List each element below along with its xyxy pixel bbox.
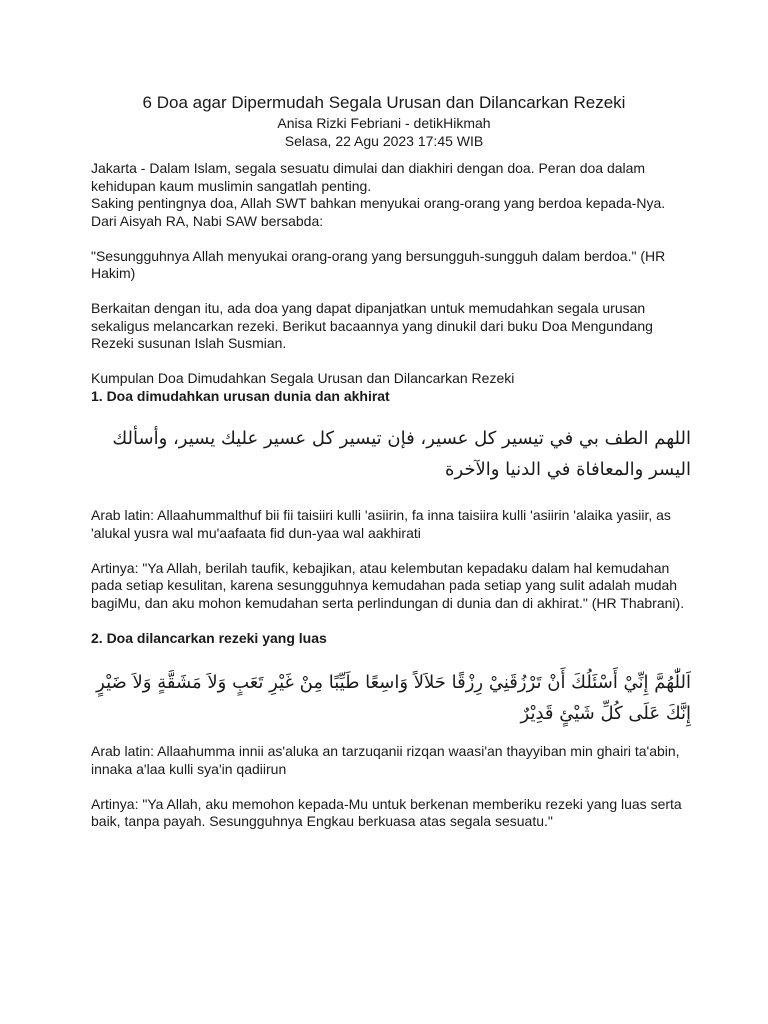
article-header [0, 92, 768, 150]
doa-1-heading: 1. Doa dimudahkan urusan dunia dan akhirat [91, 387, 390, 404]
doa-1-latin: Arab latin: Allaahummalthuf bii fii taisiiri kulli 'asiirin, fa inna taisiira kulli 'asiirin 'alaika yasiir, as 'alukal yusra wal mu'aafaata fid dun-yaa wal aakhirati [91, 507, 671, 541]
spacer [91, 230, 691, 248]
article-title: 6 Doa agar Dipermudah Segala Urusan dan Dilancarkan Rezeki [142, 93, 626, 112]
doa-2-heading: 2. Doa dilancarkan rezeki yang luas [91, 629, 327, 646]
spacer [91, 485, 691, 507]
doa-1-translation: Artinya: "Ya Allah, berilah taufik, kebajikan, atau kelembutan kepadaku dalam hal kemudahan pada setiap kesulitan, karena sesungguhnya kemudahan pada setiap yang sulit adalah mudah bagiMu, dan aku mohon kemudahan serta perlindungan di dunia dan di akhirat." (HR Thabrani). [91, 559, 685, 611]
doa-2-latin: Arab latin: Allaahumma innii as'aluka an tarzuqanii rizqan waasi'an thayyiban min ghairi ta'abin, innaka a'laa kulli sya'in qadiirun [91, 743, 680, 777]
spacer [91, 647, 691, 667]
spacer [91, 353, 691, 371]
article-author: Anisa Rizki Febriani - detikHikmah [277, 115, 491, 131]
article-date: Selasa, 22 Agu 2023 17:45 WIB [284, 133, 484, 149]
doa-2-translation: Artinya: "Ya Allah, aku memohon kepada-Mu untuk berkenan memberiku rezeki yang luas serta baik, tanpa payah. Sesungguhnya Engkau berkuasa atas segala sesuatu." [91, 795, 682, 829]
spacer [91, 405, 691, 423]
intro-paragraph-2: Saking pentingnya doa, Allah SWT bahkan menyukai orang-orang yang berdoa kepada-Nya. [91, 195, 666, 211]
spacer [91, 729, 691, 743]
spacer [91, 612, 691, 630]
body-paragraph: Berkaitan dengan itu, ada doa yang dapat dipanjatkan untuk memudahkan segala urusan sekaligus melancarkan rezeki. Berikut bacaannya yang dinukil dari buku Doa Mengundang Rezeki susunan Islah Susmian. [91, 300, 653, 351]
intro-paragraph-3: Dari Aisyah RA, Nabi SAW bersabda: [91, 212, 324, 229]
spacer [91, 778, 691, 796]
intro-paragraph-1: Jakarta - Dalam Islam, segala sesuatu dimulai dan diakhiri dengan doa. Peran doa dalam kehidupan kaum muslimin sangatlah penting. [91, 160, 646, 194]
article-body [91, 160, 691, 831]
hadith-quote: "Sesungguhnya Allah menyukai orang-orang yang bersungguh-sungguh dalam berdoa." (HR Hakim) [91, 247, 666, 281]
spacer [91, 283, 691, 301]
doa-1-arabic: اللهم الطف بي في تيسير كل عسير، فإن تيسير كل عسير عليك يسير، وأسألك اليسر والمعافاة في الدنيا والآخرة [112, 428, 691, 480]
spacer [91, 542, 691, 560]
section-heading: Kumpulan Doa Dimudahkan Segala Urusan dan Dilancarkan Rezeki [91, 370, 515, 386]
doa-2-arabic: اَللّٰهُمَّ إِنِّيْ أَسْئَلُكَ أَنْ تَرْزُقَنِيْ رِزْقًا حَلاَلاً وَاسِعًا طَيِّبًا مِنْ غَيْرِ تَعَبٍ وَلاَ مَشَقَّةٍ وَلاَ ضَيْرٍ إِنَّكَ عَلَى كُلِّ شَيْئٍ قَدِيْرٌ [96, 672, 691, 724]
